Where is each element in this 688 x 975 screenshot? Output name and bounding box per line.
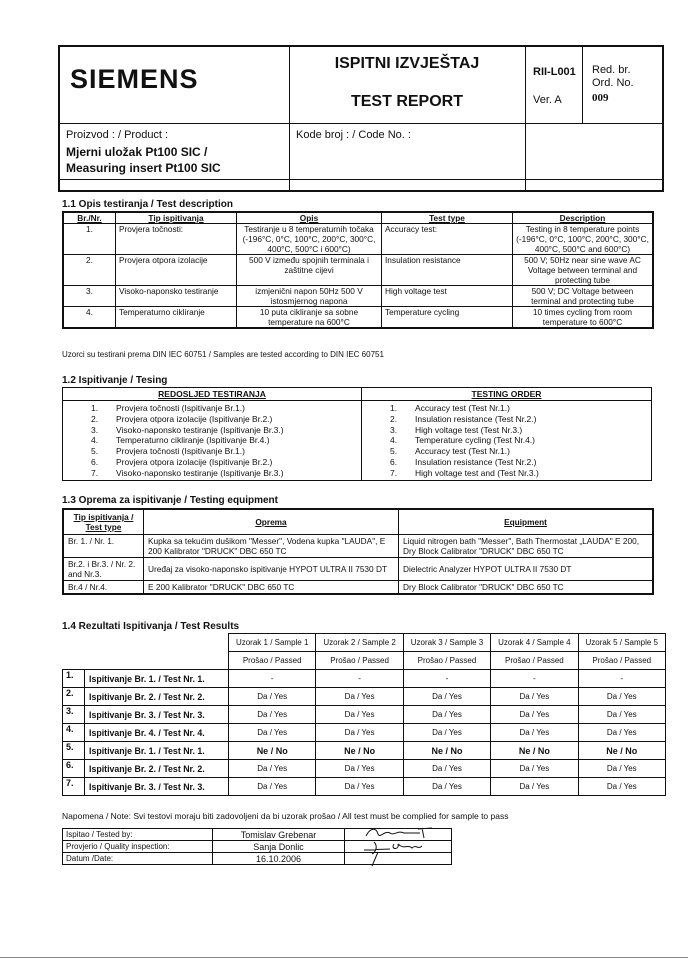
list-item-text: Visoko-naponsko testiranje (Ispitivanje Br.3.) — [116, 424, 284, 435]
list-item-number: 6. — [91, 456, 99, 467]
list-item-number: 3. — [91, 424, 99, 435]
column-header: Description — [513, 213, 653, 224]
result-row-number: 7. — [63, 778, 85, 796]
list-item-number: 7. — [91, 467, 99, 478]
header-divider — [525, 45, 526, 192]
result-cell: Da / Yes — [491, 778, 578, 796]
table-cell: Provjera otpora izolacije — [116, 255, 237, 286]
results-note-text: Napomena / Note: Svi testovi moraju biti zadovoljeni da bi uzorak prošao / All test must be complied for sample to pass — [62, 811, 509, 821]
sample-header: Uzorak 5 / Sample 5 — [578, 634, 665, 652]
ord-no-value: 009 — [592, 92, 609, 104]
list-item-text: High voltage test (Test Nr.3.) — [415, 424, 523, 435]
siemens-logo: SIEMENS — [70, 64, 199, 94]
table-cell: High voltage test — [382, 286, 513, 307]
result-cell: Da / Yes — [491, 688, 578, 706]
list-item — [63, 414, 361, 425]
result-row — [63, 724, 666, 742]
sample-header: Uzorak 4 / Sample 4 — [491, 634, 578, 652]
result-cell: Da / Yes — [403, 706, 490, 724]
result-cell: Da / Yes — [578, 706, 665, 724]
result-cell: Da / Yes — [229, 706, 316, 724]
list-item-text: Insulation resistance (Test Nr.2.) — [415, 456, 537, 467]
table-cell: Uređaj za visoko-naponsko ispitivanje HYPOT ULTRA II 7530 DT — [144, 558, 399, 581]
table-cell: 500 V između spojnih terminala i zaštitne cijevi — [237, 255, 382, 286]
order-list-hr — [63, 403, 361, 479]
product-name-en: Measuring insert Pt100 SIC — [66, 161, 221, 175]
testing-order-box — [62, 387, 652, 481]
result-cell: Da / Yes — [578, 688, 665, 706]
result-cell: Da / Yes — [229, 688, 316, 706]
list-item — [63, 457, 361, 468]
list-item-text: Temperature cycling (Test Nr.4.) — [415, 435, 535, 446]
result-row-label: Ispitivanje Br. 3. / Test Nr. 3. — [85, 778, 229, 796]
result-cell: Da / Yes — [578, 760, 665, 778]
table-cell: 2. — [64, 255, 116, 286]
test-description-table-wrap — [62, 211, 654, 329]
list-item-text: Accuracy test (Test Nr.1.) — [415, 446, 510, 457]
doc-code: RII-L001 — [533, 66, 576, 78]
result-cell: - — [316, 670, 403, 688]
list-item — [63, 468, 361, 479]
result-cell: Da / Yes — [229, 724, 316, 742]
result-row-number: 5. — [63, 742, 85, 760]
result-cell: Da / Yes — [491, 724, 578, 742]
table-cell: Insulation resistance — [382, 255, 513, 286]
table-cell: Testing in 8 temperature points (-196°C, 0°C, 100°C, 200°C, 300°C, 400°C, 500°C and 600°C) — [513, 224, 653, 255]
result-cell: - — [229, 670, 316, 688]
result-row — [63, 706, 666, 724]
product-label: Proizvod : / Product : — [66, 129, 169, 141]
result-cell: Ne / No — [229, 742, 316, 760]
table-row — [64, 535, 653, 558]
section-title-test-description: 1.1 Opis testiranja / Test description — [62, 199, 233, 210]
result-cell: Da / Yes — [403, 760, 490, 778]
result-cell: Ne / No — [491, 742, 578, 760]
list-item-number: 2. — [91, 413, 99, 424]
section-title-results: 1.4 Rezultati Ispitivanja / Test Results — [62, 621, 240, 632]
product-name-hr: Mjerni uložak Pt100 SIC / — [66, 145, 208, 159]
table-row — [64, 558, 653, 581]
table-row — [64, 581, 653, 594]
order-header-hr: REDOSLJED TESTIRANJA — [158, 389, 266, 399]
table-header-row — [64, 213, 653, 224]
list-item-text: Provjera točnosti (Ispitivanje Br.1.) — [116, 446, 245, 457]
result-row-label: Ispitivanje Br. 4. / Test Nr. 4. — [85, 724, 229, 742]
table-cell: Temperaturno cikliranje — [116, 307, 237, 328]
table-row — [64, 286, 653, 307]
sample-header: Uzorak 2 / Sample 2 — [316, 634, 403, 652]
list-item-number: 5. — [91, 446, 99, 457]
red-br-label: Red. br. — [592, 64, 631, 76]
result-cell: Ne / No — [316, 742, 403, 760]
table-cell: 10 puta cikliranje sa sobne temperature na 600°C — [237, 307, 382, 328]
list-item-text: Provjera otpora izolacije (Ispitivanje Br.2.) — [116, 413, 273, 424]
list-item — [63, 435, 361, 446]
table-cell: Provjera točnosti: — [116, 224, 237, 255]
results-table — [62, 633, 666, 796]
passed-header: Prošao / Passed — [491, 652, 578, 670]
result-cell: Da / Yes — [316, 706, 403, 724]
code-label: Kode broj : / Code No. : — [296, 129, 411, 141]
signoff-value: Sanja Donlic — [213, 841, 345, 853]
result-cell: Da / Yes — [491, 760, 578, 778]
passed-header: Prošao / Passed — [316, 652, 403, 670]
list-item-number: 1. — [91, 403, 99, 413]
table-cell: 500 V; 50Hz near sine wave AC Voltage between terminal and protecting tube — [513, 255, 653, 286]
list-item — [362, 425, 651, 436]
table-cell: 1. — [64, 224, 116, 255]
result-row-number: 4. — [63, 724, 85, 742]
sample-header: Uzorak 3 / Sample 3 — [403, 634, 490, 652]
table-cell: Visoko-naponsko testiranje — [116, 286, 237, 307]
result-row-label: Ispitivanje Br. 2. / Test Nr. 2. — [85, 760, 229, 778]
column-header: Equipment — [399, 510, 653, 535]
list-item-number: 2. — [390, 413, 398, 424]
list-item-text: Provjera točnosti (Ispitivanje Br.1.) — [116, 403, 245, 413]
column-header: Tip ispitivanja — [116, 213, 237, 224]
result-row-label: Ispitivanje Br. 1. / Test Nr. 1. — [85, 670, 229, 688]
header-divider — [582, 45, 583, 123]
list-item — [362, 468, 651, 479]
table-cell: izmjenični napon 50Hz 500 V istosmjernog napona — [237, 286, 382, 307]
list-item — [362, 446, 651, 457]
result-cell: Da / Yes — [403, 688, 490, 706]
table-header-row — [64, 510, 653, 535]
order-header-en: TESTING ORDER — [471, 389, 542, 399]
sample-header: Uzorak 1 / Sample 1 — [229, 634, 316, 652]
header-divider — [58, 179, 664, 180]
ord-no-label: Ord. No. — [592, 77, 634, 89]
result-row — [63, 760, 666, 778]
table-cell: E 200 Kalibrator "DRUCK" DBC 650 TC — [144, 581, 399, 594]
passed-header: Prošao / Passed — [578, 652, 665, 670]
result-row-number: 3. — [63, 706, 85, 724]
signoff-label: Ispitao / Tested by: — [63, 829, 213, 841]
result-row — [63, 778, 666, 796]
signoff-value: 16.10.2006 — [213, 853, 345, 865]
result-row-number: 2. — [63, 688, 85, 706]
table-cell: Br.4 / Nr.4. — [64, 581, 144, 594]
result-cell: Ne / No — [403, 742, 490, 760]
list-item-number: 4. — [390, 435, 398, 446]
standard-note: Uzorci su testirani prema DIN IEC 60751 / Samples are tested according to DIN IEC 60751 — [62, 350, 384, 359]
list-item — [362, 457, 651, 468]
samples-header-row — [63, 634, 666, 652]
result-row-label: Ispitivanje Br. 3. / Test Nr. 3. — [85, 706, 229, 724]
list-item-number: 1. — [390, 403, 398, 413]
result-cell: Da / Yes — [578, 724, 665, 742]
table-row — [64, 255, 653, 286]
list-item-text: Insulation resistance (Test Nr.2.) — [415, 413, 537, 424]
list-item-text: Temperaturno cikliranje (Ispitivanje Br.4.) — [116, 435, 270, 446]
result-cell: Da / Yes — [491, 706, 578, 724]
result-row-label: Ispitivanje Br. 2. / Test Nr. 2. — [85, 688, 229, 706]
list-item-number: 5. — [390, 446, 398, 457]
list-item-text: Provjera otpora izolacije (Ispitivanje Br.2.) — [116, 456, 273, 467]
table-cell: 4. — [64, 307, 116, 328]
result-cell: Da / Yes — [229, 778, 316, 796]
list-item-text: Visoko-naponsko testiranje (Ispitivanje Br.3.) — [116, 467, 284, 478]
results-note — [62, 811, 508, 821]
list-item-number: 6. — [390, 456, 398, 467]
result-cell: Da / Yes — [403, 778, 490, 796]
column-header: Oprema — [144, 510, 399, 535]
report-title-en: TEST REPORT — [350, 93, 463, 110]
result-cell: Da / Yes — [316, 778, 403, 796]
column-header: Br./Nr. — [64, 213, 116, 224]
result-cell: Da / Yes — [316, 724, 403, 742]
table-cell: Testiranje u 8 temperaturnih točaka (-196°C, 0°C, 100°C, 200°C, 300°C, 400°C, 500°C i 600°C) — [237, 224, 382, 255]
equipment-table — [63, 509, 653, 594]
list-item — [362, 403, 651, 414]
list-item — [362, 435, 651, 446]
result-row-number: 1. — [63, 670, 85, 688]
table-row — [64, 307, 653, 328]
passed-header-row — [63, 652, 666, 670]
column-header: Test type — [382, 213, 513, 224]
result-cell: Da / Yes — [316, 688, 403, 706]
result-row — [63, 688, 666, 706]
result-row-number: 6. — [63, 760, 85, 778]
result-cell: Ne / No — [578, 742, 665, 760]
passed-header: Prošao / Passed — [403, 652, 490, 670]
table-cell: 10 times cycling from room temperature to 600°C — [513, 307, 653, 328]
column-header: Opis — [237, 213, 382, 224]
passed-header: Prošao / Passed — [229, 652, 316, 670]
list-item-number: 4. — [91, 435, 99, 446]
test-description-table — [63, 212, 653, 328]
list-item-number: 3. — [390, 424, 398, 435]
result-cell: - — [578, 670, 665, 688]
column-header: Tip ispitivanja / Test type — [64, 510, 144, 535]
list-item — [63, 425, 361, 436]
equipment-table-wrap — [62, 508, 654, 595]
signoff-value: Tomislav Grebenar — [213, 829, 345, 841]
table-cell: Kupka sa tekućim dušikom "Messer", Vodena kupka "LAUDA", E 200 Kalibrator "DRUCK" DBC 650 TC — [144, 535, 399, 558]
result-cell: - — [491, 670, 578, 688]
list-item — [63, 446, 361, 457]
signoff-label: Datum /Date: — [63, 853, 213, 865]
page-edge-line — [0, 957, 688, 958]
report-title-hr: ISPITNI IZVJEŠTAJ — [334, 55, 480, 72]
list-item-number: 7. — [390, 467, 398, 478]
table-cell: Br.2. i Br.3. / Nr. 2. and Nr.3. — [64, 558, 144, 581]
table-cell: 3. — [64, 286, 116, 307]
list-item-text: High voltage test and (Test Nr.3.) — [415, 467, 539, 478]
signature-date-mark — [366, 850, 386, 868]
result-row — [63, 742, 666, 760]
result-row-label: Ispitivanje Br. 1. / Test Nr. 1. — [85, 742, 229, 760]
list-item — [63, 403, 361, 414]
list-item-text: Accuracy test (Test Nr.1.) — [415, 403, 510, 413]
section-title-equipment: 1.3 Oprema za ispitivanje / Testing equipment — [62, 495, 278, 506]
signoff-label: Provjerio / Quality inspection: — [63, 841, 213, 853]
table-cell: Temperature cycling — [382, 307, 513, 328]
result-cell: - — [403, 670, 490, 688]
section-title-testing: 1.2 Ispitivanje / Tesing — [62, 375, 168, 386]
table-cell: Br. 1. / Nr. 1. — [64, 535, 144, 558]
table-cell: Dry Block Calibrator "DRUCK" DBC 650 TC — [399, 581, 653, 594]
result-cell: Da / Yes — [229, 760, 316, 778]
result-cell: Da / Yes — [578, 778, 665, 796]
result-cell: Da / Yes — [316, 760, 403, 778]
table-row — [64, 224, 653, 255]
table-cell: Accuracy test: — [382, 224, 513, 255]
result-row — [63, 670, 666, 688]
result-cell: Da / Yes — [403, 724, 490, 742]
table-cell: Liquid nitrogen bath "Messer", Bath Thermostat „LAUDA" E 200, Dry Block Calibrator "DRUCK" DBC 650 TC — [399, 535, 653, 558]
doc-version: Ver. A — [533, 94, 562, 106]
order-list-en — [362, 403, 651, 479]
table-cell: 500 V; DC Voltage between terminal and protecting tube — [513, 286, 653, 307]
header-divider — [58, 123, 664, 124]
testing-order-header-rule — [63, 400, 651, 401]
table-cell: Dielectric Analyzer HYPOT ULTRA II 7530 DT — [399, 558, 653, 581]
list-item — [362, 414, 651, 425]
